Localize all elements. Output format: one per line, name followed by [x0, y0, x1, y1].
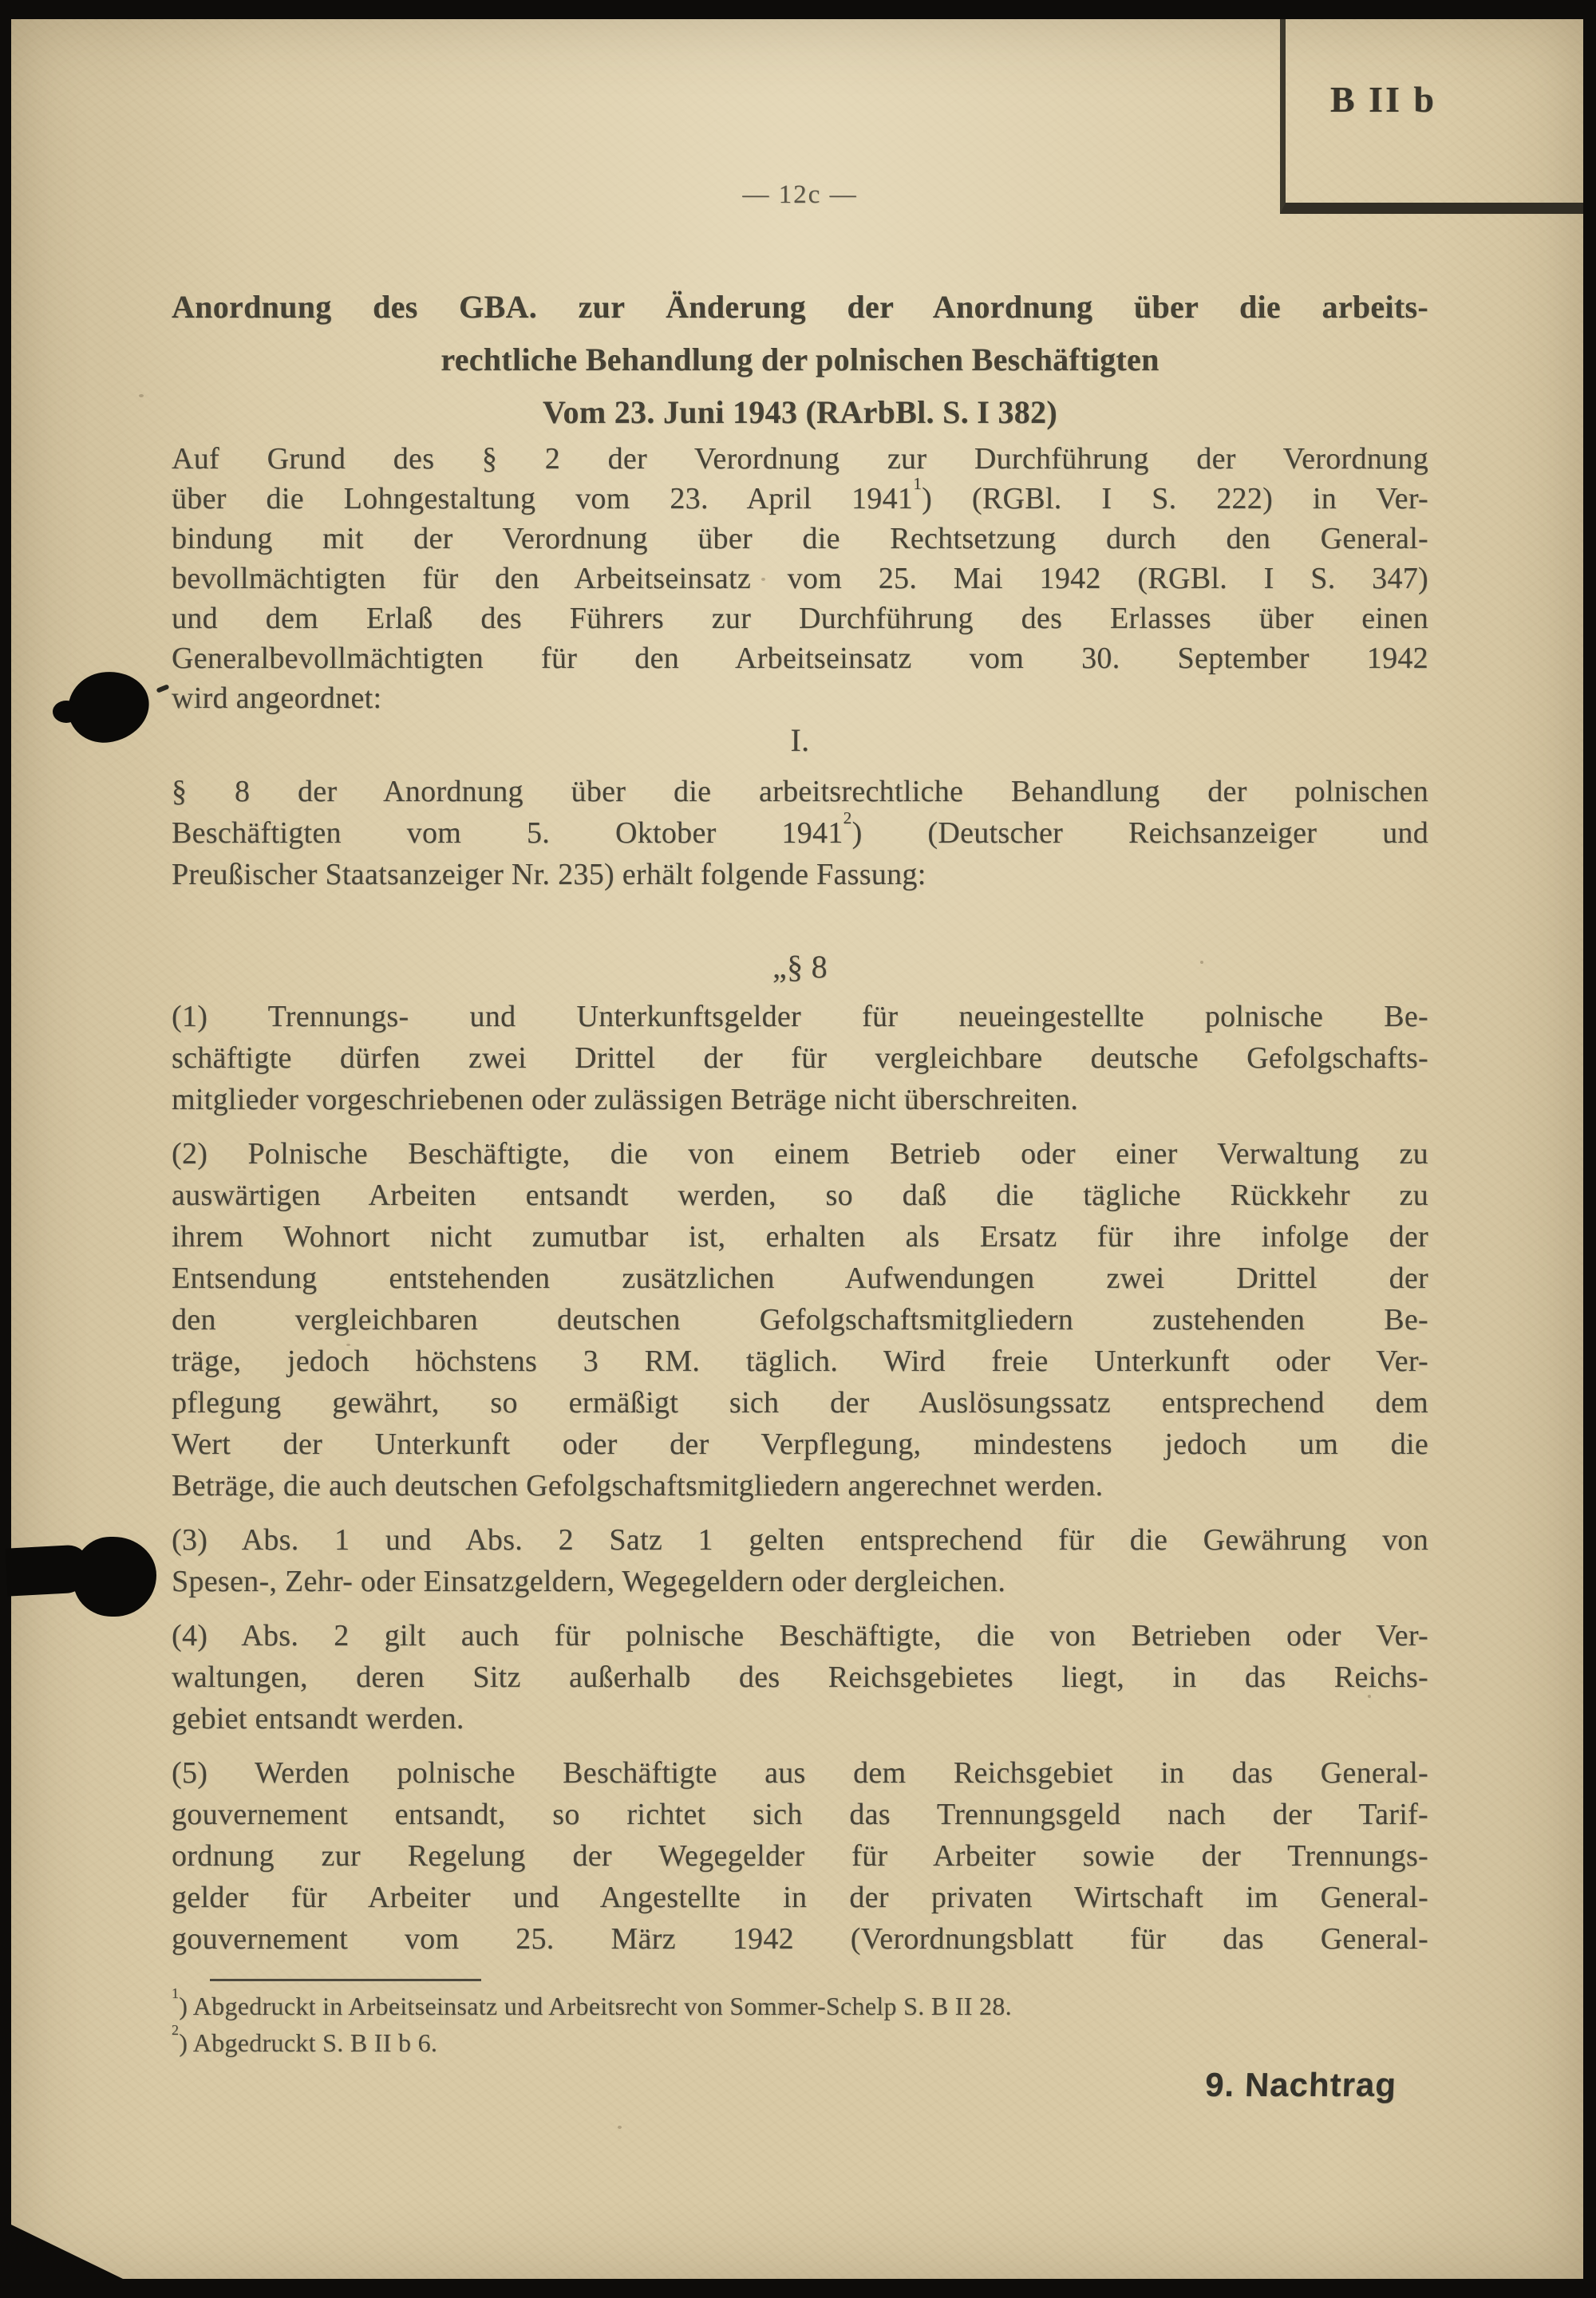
classification-stamp-label: B II b: [1330, 79, 1437, 120]
paper-speck: [1200, 961, 1203, 964]
text-line: (3) Abs. 1 und Abs. 2 Satz 1 gelten entsprechend für die Gewährung von: [172, 1523, 1428, 1557]
footnote-line: $^1$) Abgedruckt in Arbeitseinsatz und Arbeitsrecht von Sommer-Schelp S. B II 28.: [172, 1985, 1012, 2020]
body-paragraph: [172, 1133, 1428, 1506]
text-line: (1) Trennungs- und Unterkunftsgelder für neueingestellte polnische Be-: [172, 1000, 1428, 1033]
paper-speck: [139, 394, 144, 397]
paper-speck: [346, 1344, 350, 1346]
text-line: (2) Polnische Beschäftigte, die von einem Betrieb oder einer Verwaltung zu: [172, 1137, 1428, 1171]
document-title: [172, 281, 1428, 439]
text-line: den vergleichbaren deutschen Gefolgschaftsmitgliedern zustehenden Be-: [172, 1303, 1428, 1337]
body-paragraph: [172, 1752, 1428, 1960]
footnote-line: $^2$) Abgedruckt S. B II b 6.: [172, 2022, 438, 2057]
footnote-separator-rule: [210, 1979, 481, 1981]
body-text: [172, 439, 1428, 1960]
paper-sheet: [11, 19, 1583, 2279]
supplement-label: 9. Nachtrag: [1204, 2066, 1397, 2103]
text-line: Spesen-, Zehr- oder Einsatzgeldern, Wegegeldern oder dergleichen.: [172, 1565, 1006, 1598]
text-line: (5) Werden polnische Beschäftigte aus dem Reichsgebiet in das General-: [172, 1756, 1428, 1790]
punch-hole-blot-top-tail: [53, 701, 80, 723]
text-line: Generalbevollmächtigten für den Arbeitseinsatz vom 30. September 1942: [172, 642, 1428, 675]
text-line: gouvernement vom 25. März 1942 (Verordnungsblatt für das General-: [172, 1922, 1428, 1956]
text-line: Auf Grund des § 2 der Verordnung zur Durchführung der Verordnung: [172, 442, 1428, 476]
document-content: [172, 155, 1428, 2104]
footnotes: [172, 1985, 1428, 2061]
text-line: bevollmächtigten für den Arbeitseinsatz vom 25. Mai 1942 (RGBl. I S. 347): [172, 562, 1428, 595]
body-paragraph: [172, 771, 1428, 895]
body-paragraph: [172, 1519, 1428, 1602]
body-paragraph: [172, 1615, 1428, 1739]
text-line: gouvernement entsandt, so richtet sich das Trennungsgeld nach der Tarif-: [172, 1798, 1428, 1831]
text-line: Beträge, die auch deutschen Gefolgschaftsmitgliedern angerechnet werden.: [172, 1469, 1104, 1502]
body-paragraph: [172, 439, 1428, 718]
title-line: Vom 23. Juni 1943 (RArbBl. S. I 382): [543, 394, 1057, 430]
punch-hole-blot-bottom-stem: [6, 1544, 91, 1596]
text-line: gelder für Arbeiter und Angestellte in der privaten Wirtschaft im General-: [172, 1881, 1428, 1914]
paper-speck: [618, 2126, 622, 2129]
section-heading: „§ 8: [772, 949, 828, 985]
paper-speck: [1368, 1695, 1371, 1698]
title-line: Anordnung des GBA. zur Änderung der Anordnung über die arbeits-: [172, 289, 1428, 325]
text-line: gebiet entsandt werden.: [172, 1702, 464, 1735]
text-line: § 8 der Anordnung über die arbeitsrechtliche Behandlung der polnischen: [172, 775, 1428, 808]
text-line: Entsendung entstehenden zusätzlichen Aufwendungen zwei Drittel der: [172, 1262, 1428, 1295]
paper-speck: [761, 578, 765, 581]
text-line: und dem Erlaß des Führers zur Durchführung des Erlasses über einen: [172, 602, 1428, 635]
text-line: bindung mit der Verordnung über die Rechtsetzung durch den General-: [172, 522, 1428, 555]
text-line: wird angeordnet:: [172, 681, 382, 715]
text-line: schäftigte dürfen zwei Drittel der für vergleichbare deutsche Gefolgschafts-: [172, 1041, 1428, 1075]
text-line: ihrem Wohnort nicht zumutbar ist, erhalten als Ersatz für ihre infolge der: [172, 1220, 1428, 1254]
text-line: ordnung zur Regelung der Wegegelder für Arbeiter sowie der Trennungs-: [172, 1839, 1428, 1873]
section-heading: I.: [790, 722, 810, 758]
text-line: Beschäftigten vom 5. Oktober 1941$^2$) (Deutscher Reichsanzeiger und: [172, 807, 1429, 850]
text-line: Wert der Unterkunft oder der Verpflegung, mindestens jedoch um die: [172, 1427, 1428, 1461]
text-line: auswärtigen Arbeiten entsandt werden, so daß die tägliche Rückkehr zu: [172, 1179, 1428, 1212]
text-line: träge, jedoch höchstens 3 RM. täglich. Wird freie Unterkunft oder Ver-: [172, 1344, 1428, 1378]
title-line: rechtliche Behandlung der polnischen Beschäftigten: [440, 342, 1159, 377]
page-number: — 12c —: [742, 180, 858, 209]
body-paragraph: [172, 996, 1428, 1120]
text-line: mitglieder vorgeschriebenen oder zulässigen Beträge nicht überschreiten.: [172, 1083, 1079, 1116]
text-line: pflegung gewährt, so ermäßigt sich der Auslösungssatz entsprechend dem: [172, 1386, 1428, 1419]
text-line: (4) Abs. 2 gilt auch für polnische Beschäftigte, die von Betrieben oder Ver-: [172, 1619, 1428, 1652]
text-line: waltungen, deren Sitz außerhalb des Reichsgebietes liegt, in das Reichs-: [172, 1660, 1428, 1694]
text-line: Preußischer Staatsanzeiger Nr. 235) erhält folgende Fassung:: [172, 858, 926, 891]
text-line: über die Lohngestaltung vom 23. April 1941$^1$) (RGBl. I S. 222) in Ver-: [172, 473, 1428, 515]
